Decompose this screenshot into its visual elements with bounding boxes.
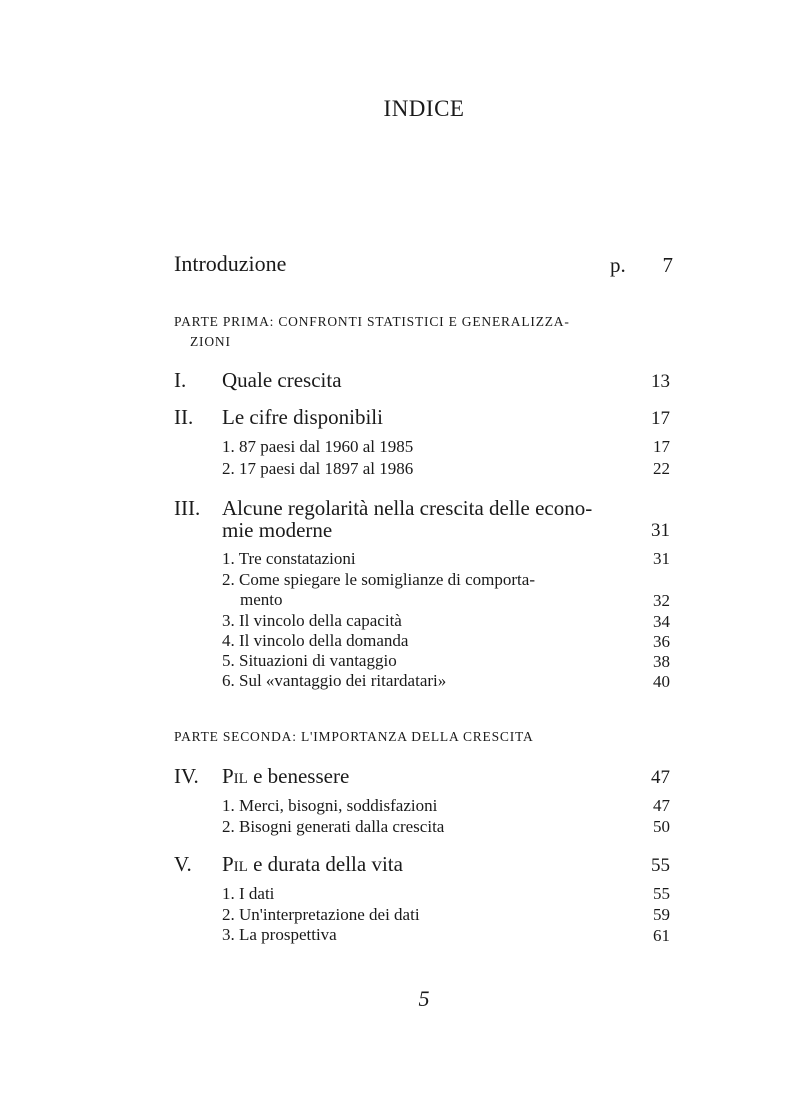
- chapter-page-number: 17: [651, 408, 670, 429]
- section-page-number: 32: [653, 591, 670, 610]
- chapter-page-number: 31: [651, 520, 670, 541]
- section-page-number: 55: [653, 884, 670, 903]
- chapter-title-rest: e durata della vita: [247, 852, 403, 876]
- section-label: 1. 87 paesi dal 1960 al 1985: [222, 437, 414, 456]
- section-page-number: 34: [653, 612, 670, 631]
- section-page-number: 50: [653, 817, 670, 836]
- chapter-title: [222, 764, 349, 789]
- chapter-page-number: 13: [651, 371, 670, 392]
- section-page-number: 22: [653, 459, 670, 478]
- section-label: 2. Come spiegare le somiglianze di comporta-: [222, 570, 535, 589]
- chapter-number: II.: [174, 405, 194, 429]
- chapter-title: Quale crescita: [222, 368, 342, 392]
- chapter-title: mie moderne: [222, 518, 333, 542]
- chapter-title-smallcaps: Pil: [222, 852, 248, 876]
- chapter-title: Le cifre disponibili: [222, 405, 383, 429]
- introduction-label: Introduzione: [174, 251, 287, 276]
- chapter-page-number: 47: [651, 767, 670, 788]
- chapter-number: V.: [174, 852, 192, 876]
- section-label: 2. Un'interpretazione dei dati: [222, 905, 420, 924]
- part-heading-line: PARTE PRIMA: CONFRONTI STATISTICI E GENERALIZZA-: [174, 314, 570, 329]
- chapter-number: I.: [174, 368, 187, 392]
- section-label: 2. 17 paesi dal 1897 al 1986: [222, 459, 414, 478]
- part-two-heading: PARTE SECONDA: L'IMPORTANZA DELLA CRESCITA: [174, 729, 534, 744]
- introduction-page-number: 7: [662, 253, 673, 277]
- section-label: 1. Merci, bisogni, soddisfazioni: [222, 796, 438, 815]
- page-title: INDICE: [383, 96, 465, 121]
- chapter-title-smallcaps: Pil: [222, 764, 248, 788]
- section-label: 6. Sul «vantaggio dei ritardatari»: [222, 671, 447, 690]
- page-folio: 5: [418, 986, 430, 1011]
- chapter-title-rest: e benessere: [247, 764, 350, 788]
- section-label: mento: [240, 590, 283, 609]
- chapter-title: [222, 852, 403, 877]
- chapter-number: III.: [174, 496, 201, 520]
- introduction-page-prefix: p.: [610, 253, 626, 277]
- section-page-number: 61: [653, 926, 670, 945]
- chapter-title: Alcune regolarità nella crescita delle econo-: [222, 496, 593, 520]
- section-label: 4. Il vincolo della domanda: [222, 631, 409, 650]
- section-label: 3. La prospettiva: [222, 925, 337, 944]
- chapter-number: IV.: [174, 764, 199, 788]
- section-page-number: 38: [653, 652, 670, 671]
- section-page-number: 36: [653, 632, 670, 651]
- part-heading-line: ZIONI: [190, 334, 231, 349]
- section-page-number: 59: [653, 905, 670, 924]
- section-label: 2. Bisogni generati dalla crescita: [222, 817, 445, 836]
- section-page-number: 40: [653, 672, 670, 691]
- section-page-number: 47: [653, 796, 670, 815]
- section-page-number: 31: [653, 549, 670, 568]
- section-label: 1. I dati: [222, 884, 275, 903]
- section-label: 1. Tre constatazioni: [222, 549, 356, 568]
- section-page-number: 17: [653, 437, 670, 456]
- chapter-page-number: 55: [651, 855, 670, 876]
- section-label: 5. Situazioni di vantaggio: [222, 651, 397, 670]
- section-label: 3. Il vincolo della capacità: [222, 611, 402, 630]
